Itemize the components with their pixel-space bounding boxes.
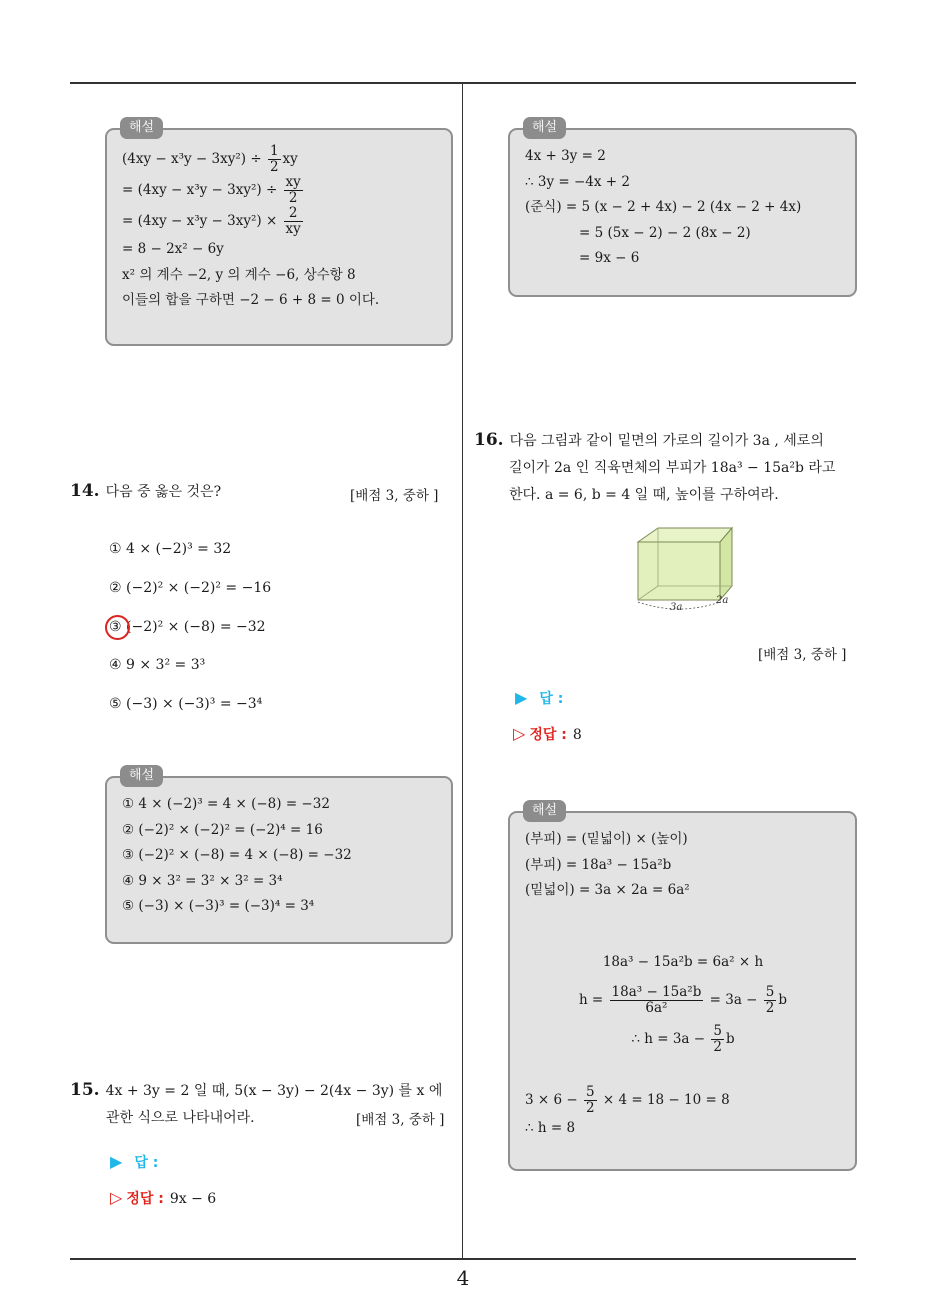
- solution-line: ④ 9 × 3² = 3² × 3² = 3⁴: [122, 872, 283, 889]
- outline-triangle-icon: ▷: [110, 1188, 123, 1207]
- choice-3[interactable]: ③ (−2)² × (−8) = −32: [109, 619, 266, 635]
- question-meta: [배점 3, 중하 ]: [356, 1112, 445, 1128]
- cuboid-top-face: [638, 528, 732, 542]
- fraction: $\frac{2}{xy}$: [285, 205, 301, 237]
- question-number: 14.: [70, 481, 100, 501]
- choice-2[interactable]: ② (−2)² × (−2)² = −16: [109, 580, 272, 596]
- fraction: $\frac{5}{2}$: [765, 984, 775, 1017]
- solution-line: (준식) = 5 (x − 2 + 4x) − 2 (4x − 2 + 4x): [525, 199, 802, 216]
- correct-answer: ▷ 정답 : 8: [513, 724, 582, 743]
- page-number: 4: [456, 1266, 470, 1290]
- answer-field[interactable]: ▶ 답 :: [515, 688, 564, 707]
- fraction: $\frac{\text{18a³ − 15a²b}}{\text{6a²}}$: [611, 984, 702, 1017]
- solution-line: h = $\frac{\text{18a³ − 15a²b}}{\text{6a²}}$ = 3a − $\frac{5}{2}$ b: [578, 984, 788, 1017]
- answer-field[interactable]: ▶ 답 :: [110, 1152, 159, 1171]
- answer-circle-mark: [105, 615, 130, 640]
- fraction: $\frac{5}{2}$: [585, 1084, 595, 1117]
- play-triangle-icon: ▶: [515, 688, 528, 707]
- solution-line: ⑤ (−3) × (−3)³ = (−3)⁴ = 3⁴: [122, 898, 315, 915]
- top-rule: [70, 82, 856, 84]
- depth-label: 2a: [716, 595, 729, 606]
- question-number: 15.: [70, 1080, 100, 1100]
- question-15: 15. 4x + 3y = 2 일 때, 5(x − 3y) − 2(4x − 3y) 를 x 에 관한 식으로 나타내어라.: [70, 1080, 443, 1126]
- solution-box-15: [508, 120, 857, 297]
- choice-1[interactable]: ① 4 × (−2)³ = 32: [109, 541, 232, 557]
- solution-line: (부피) = (밑넓이) × (높이): [525, 831, 688, 847]
- solution-line: ② (−2)² × (−2)² = (−2)⁴ = 16: [122, 821, 323, 838]
- solution-line: ∴ 3y = −4x + 2: [525, 173, 630, 190]
- solution-tag: 해설: [523, 117, 566, 139]
- question-number: 16.: [474, 430, 504, 450]
- fraction: $\frac{xy}{2}$: [285, 174, 301, 206]
- solution-line: 3 × 6 − $\frac{5}{2}$ × 4 = 18 − 10 = 8: [525, 1084, 730, 1117]
- cuboid-figure: [632, 524, 742, 614]
- solution-tag: 해설: [120, 765, 163, 787]
- solution-line: 18a³ − 15a²b = 6a² × h: [602, 953, 764, 970]
- column-divider: [462, 84, 463, 1260]
- question-14: [70, 478, 221, 506]
- solution-line: = 5 (5x − 2) − 2 (8x − 2): [579, 224, 751, 241]
- fraction: $\frac{1}{2}$: [269, 143, 279, 175]
- question-text: 다음 중 옳은 것은?: [105, 484, 222, 500]
- solution-line: = 9x − 6: [579, 250, 640, 267]
- solution-line: = (4xy − x³y − 3xy²) × $\frac{2}{xy}$: [122, 205, 301, 237]
- width-label: 3a: [670, 602, 683, 613]
- outline-triangle-icon: ▷: [513, 724, 526, 743]
- fraction: $\frac{5}{2}$: [713, 1023, 722, 1056]
- solution-tag: 해설: [523, 800, 566, 822]
- solution-line: 4x + 3y = 2: [525, 148, 606, 164]
- solution-line: ③ (−2)² × (−8) = 4 × (−8) = −32: [122, 847, 352, 864]
- solution-line: ① 4 × (−2)³ = 4 × (−8) = −32: [122, 796, 330, 812]
- solution-line: (4xy − x³y − 3xy²) ÷ $\frac{1}{2}$ xy: [122, 143, 298, 175]
- solution-line: = 8 − 2x² − 6y: [122, 241, 224, 257]
- solution-line: ∴ h = 8: [525, 1120, 576, 1137]
- solution-line: x² 의 계수 −2, y 의 계수 −6, 상수항 8: [122, 266, 356, 283]
- choice-4[interactable]: ④ 9 × 3² = 3³: [109, 657, 206, 673]
- choice-5[interactable]: ⑤ (−3) × (−3)³ = −3⁴: [109, 696, 263, 712]
- solution-line: 이들의 합을 구하면 −2 − 6 + 8 = 0 이다.: [122, 292, 380, 309]
- question-16: 16. 다음 그림과 같이 밑면의 가로의 길이가 3a , 세로의 길이가 2a 인 직육면체의 부피가 18a³ − 15a²b 라고 한다. a = 6, b = 4 일 때, 높이를 구하여라.: [474, 430, 836, 503]
- solution-line: (밑넓이) = 3a × 2a = 6a²: [525, 882, 690, 899]
- solution-box-14: [105, 768, 453, 944]
- solution-line: = (4xy − x³y − 3xy²) ÷ $\frac{xy}{2}$: [122, 174, 301, 206]
- solution-tag: 해설: [120, 117, 163, 139]
- solution-line: ∴ h = 3a − $\frac{5}{2}$ b: [631, 1023, 735, 1056]
- play-triangle-icon: ▶: [110, 1152, 123, 1171]
- bottom-rule: [70, 1258, 856, 1260]
- question-meta: [배점 3, 중하 ]: [758, 647, 847, 663]
- solution-box-16: [508, 803, 857, 1171]
- solution-box-13: [105, 120, 453, 346]
- solution-line: (부피) = 18a³ − 15a²b: [525, 856, 672, 873]
- question-meta: [배점 3, 중하 ]: [350, 488, 439, 504]
- correct-answer: ▷ 정답 : 9x − 6: [110, 1188, 217, 1207]
